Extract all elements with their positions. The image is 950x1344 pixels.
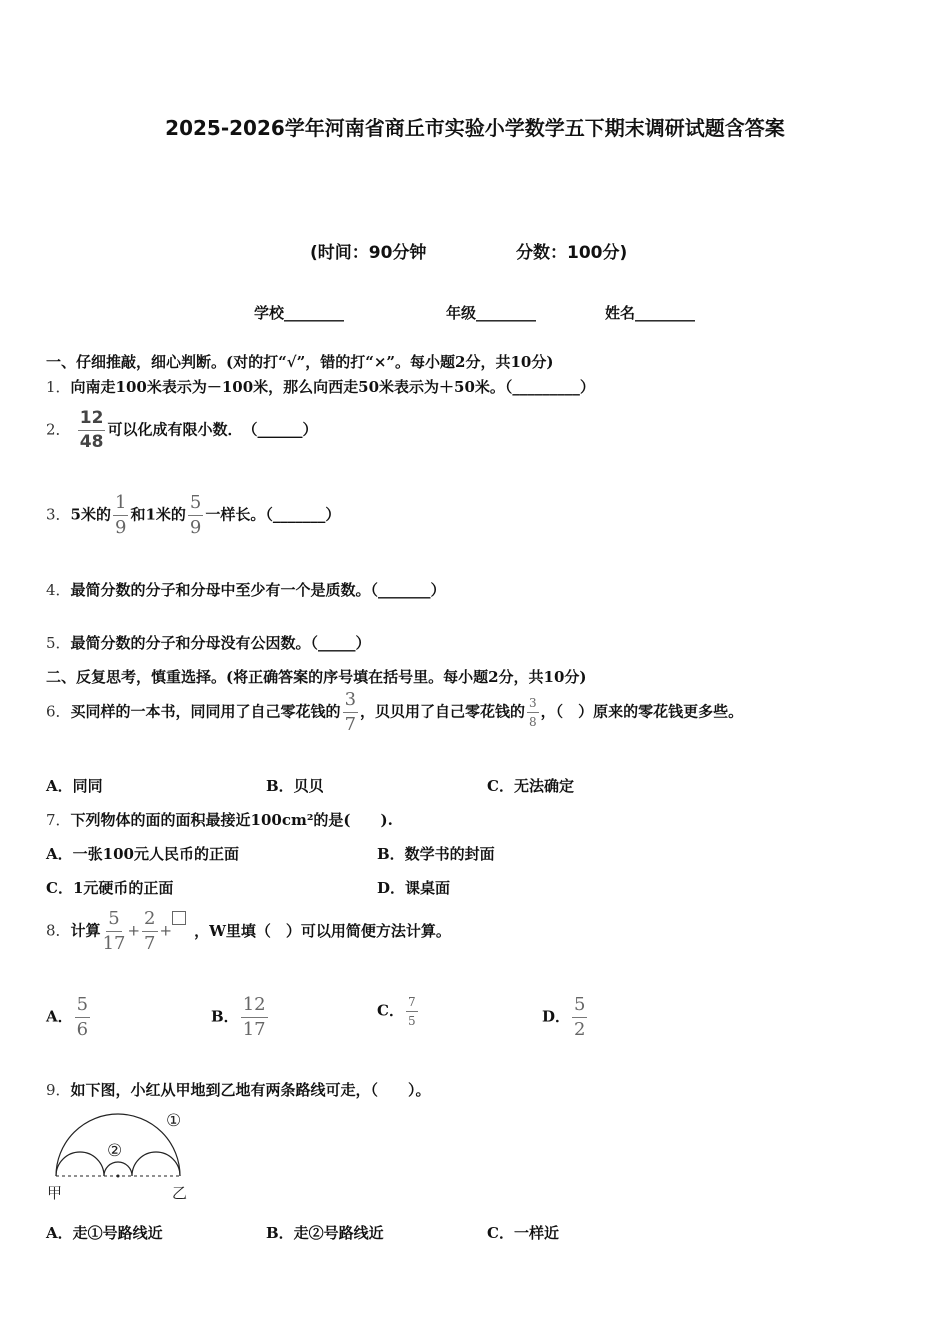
route-1-label: ① xyxy=(166,1111,182,1131)
q8-text-b: ，W里填（ ）可以用简便方法计算。 xyxy=(194,921,451,940)
q6-text-c: ，（ ）原来的零花钱更多些。 xyxy=(540,702,744,721)
q8-option-b-fraction xyxy=(241,996,268,1039)
section-1-header: 一、仔细推敲，细心判断。(对的打“√”，错的打“×”。每小题2分，共10分) xyxy=(46,353,554,371)
q8-d-denominator: 2 xyxy=(574,1019,586,1040)
blank-square-icon xyxy=(172,911,186,925)
question-5 xyxy=(46,632,371,653)
q9-option-a: A．走①号路线近 xyxy=(46,1224,163,1242)
q3-text-b: 和1米的 xyxy=(130,505,186,524)
name-field: 姓名________ xyxy=(605,304,696,322)
q6-fraction-2 xyxy=(527,697,539,728)
q5-number: 5． xyxy=(46,634,71,652)
q6-f1-denominator: 7 xyxy=(344,714,357,735)
q8-d-numerator: 5 xyxy=(572,996,587,1018)
q7-option-d: D．课桌面 xyxy=(377,879,451,897)
q7-option-b: B．数学书的封面 xyxy=(377,845,495,863)
q8-a-numerator: 5 xyxy=(75,996,90,1018)
q7-option-a: A．一张100元人民币的正面 xyxy=(46,845,239,863)
q3-fraction-1 xyxy=(113,494,128,537)
question-4 xyxy=(46,579,446,600)
route-2-arc-right xyxy=(132,1152,180,1176)
q6-option-c: C．无法确定 xyxy=(487,777,574,795)
center-dot xyxy=(117,1175,120,1178)
q2-fraction-numerator: 12 xyxy=(78,410,106,431)
q8-option-a-fraction xyxy=(75,996,90,1039)
q8-f1-denominator: 17 xyxy=(102,933,126,954)
grade-field: 年级________ xyxy=(446,304,537,322)
q8-text-a: 计算 xyxy=(70,921,101,940)
q8-b-numerator: 12 xyxy=(241,996,268,1018)
q3-f1-numerator: 1 xyxy=(113,494,128,516)
q5-text: 最简分数的分子和分母没有公因数。（_____） xyxy=(70,634,371,652)
q3-f2-denominator: 9 xyxy=(189,517,202,538)
q8-option-b xyxy=(211,996,270,1039)
route-diagram xyxy=(44,1104,204,1204)
q8-option-c-fraction xyxy=(406,996,418,1027)
question-9 xyxy=(46,1079,431,1100)
q8-f1-numerator: 5 xyxy=(106,910,121,932)
question-3 xyxy=(46,494,340,537)
route-2-arc-left xyxy=(56,1152,104,1176)
q8-number: 8． xyxy=(46,921,71,940)
q8-option-d-fraction xyxy=(572,996,587,1039)
q8-fraction-2 xyxy=(142,910,157,953)
q6-text-b: ，贝贝用了自己零花钱的 xyxy=(360,702,526,721)
q1-text: 向南走100米表示为－100米，那么向西走50米表示为＋50米。（_________） xyxy=(70,378,595,396)
q6-option-a: A．同同 xyxy=(46,777,103,795)
q9-option-b: B．走②号路线近 xyxy=(266,1224,384,1242)
q3-text-a: 5米的 xyxy=(70,505,111,524)
question-2 xyxy=(46,410,317,451)
q8-c-numerator: 7 xyxy=(406,996,418,1012)
q8-option-a-label: A． xyxy=(46,1007,73,1026)
q6-number: 6． xyxy=(46,702,71,721)
q9-option-c: C．一样近 xyxy=(487,1224,559,1242)
time-label: (时间：90分钟 xyxy=(310,243,427,263)
q8-option-c xyxy=(377,996,420,1027)
question-1 xyxy=(46,376,595,397)
page-title: 2025-2026学年河南省商丘市实验小学数学五下期末调研试题含答案 xyxy=(165,116,785,140)
section-2-header: 二、反复思考，慎重选择。(将正确答案的序号填在括号里。每小题2分，共10分) xyxy=(46,668,587,686)
question-6 xyxy=(46,691,743,734)
q3-f2-numerator: 5 xyxy=(188,494,203,516)
q8-option-d-label: D． xyxy=(542,1007,571,1026)
q2-number: 2． xyxy=(46,420,71,439)
q6-f2-numerator: 3 xyxy=(527,697,539,713)
q8-f2-denominator: 7 xyxy=(144,933,156,954)
school-field: 学校________ xyxy=(254,304,345,322)
q8-plus-2: + xyxy=(159,921,173,940)
q2-fraction xyxy=(78,410,106,451)
q8-c-denominator: 5 xyxy=(407,1014,416,1028)
q7-option-c: C．1元硬币的正面 xyxy=(46,879,174,897)
q8-option-c-label: C． xyxy=(377,1001,404,1020)
route-2-arc-middle xyxy=(104,1162,132,1176)
q8-b-denominator: 17 xyxy=(242,1019,266,1040)
question-8 xyxy=(46,910,451,953)
q6-f1-numerator: 3 xyxy=(343,691,358,713)
end-label: 乙 xyxy=(172,1184,188,1202)
score-label: 分数：100分) xyxy=(516,243,628,263)
q3-number: 3． xyxy=(46,505,71,524)
q6-option-b: B．贝贝 xyxy=(266,777,324,795)
q4-text: 最简分数的分子和分母中至少有一个是质数。（_______） xyxy=(70,581,446,599)
q7-number: 7． xyxy=(46,811,71,829)
q8-f2-numerator: 2 xyxy=(142,910,157,932)
q3-f1-denominator: 9 xyxy=(114,517,127,538)
q2-text: 可以化成有限小数． （______） xyxy=(107,420,318,439)
q7-text: 下列物体的面的面积最接近100cm²的是( ). xyxy=(70,811,393,829)
q2-fraction-denominator: 48 xyxy=(79,432,104,452)
q6-text-a: 买同样的一本书，同同用了自己零花钱的 xyxy=(70,702,341,721)
q8-option-a xyxy=(46,996,92,1039)
start-label: 甲 xyxy=(47,1184,63,1202)
q8-option-b-label: B． xyxy=(211,1007,239,1026)
q4-number: 4． xyxy=(46,581,71,599)
q1-number: 1． xyxy=(46,378,71,396)
q8-a-denominator: 6 xyxy=(76,1019,89,1040)
q3-fraction-2 xyxy=(188,494,203,537)
q6-f2-denominator: 8 xyxy=(529,715,537,729)
q9-number: 9． xyxy=(46,1081,71,1099)
q6-fraction-1 xyxy=(343,691,358,734)
q8-option-d xyxy=(542,996,589,1039)
q3-text-c: 一样长。（_______） xyxy=(205,505,341,524)
q8-fraction-1 xyxy=(103,910,126,953)
q8-plus-1: + xyxy=(127,921,141,940)
q9-text: 如下图，小红从甲地到乙地有两条路线可走，（ ）。 xyxy=(70,1081,431,1099)
route-2-label: ② xyxy=(107,1141,123,1161)
question-7 xyxy=(46,809,393,830)
